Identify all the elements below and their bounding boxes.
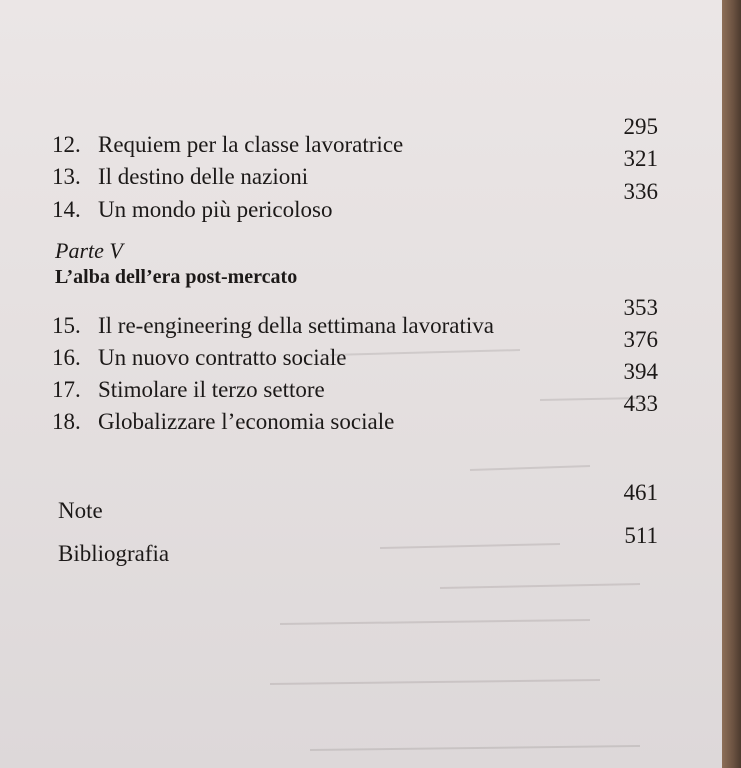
chapter-number: 12. (52, 132, 81, 157)
toc-entry-17[interactable] (52, 359, 658, 405)
toc-entry-label (52, 164, 308, 190)
toc-entry-label (52, 313, 494, 339)
chapter-number: 16. (52, 345, 81, 370)
toc-entry-18[interactable] (52, 391, 658, 437)
toc-entry-label (52, 377, 325, 403)
chapter-title: Un nuovo contratto sociale (98, 345, 347, 370)
page-number: 336 (623, 179, 658, 204)
part-label: Parte V (55, 238, 123, 263)
chapter-title: Il destino delle nazioni (98, 164, 309, 189)
chapter-title: Il re-engineering della settimana lavorativa (98, 313, 494, 338)
chapter-title: Stimolare il terzo settore (98, 377, 325, 402)
page-number: 394 (623, 359, 658, 384)
page-number: 511 (624, 523, 658, 548)
toc-entry-16[interactable] (52, 327, 658, 373)
toc-entry-label (52, 345, 346, 371)
page-number: 295 (623, 114, 658, 139)
part-title: L’alba dell’era post-mercato (55, 266, 298, 288)
toc-entry-13[interactable] (52, 146, 658, 192)
chapter-number: 18. (52, 409, 81, 434)
toc-entry-14[interactable] (52, 179, 658, 225)
toc-entry-label (52, 409, 394, 435)
book-page-edge (722, 0, 741, 768)
page-number: 321 (623, 146, 658, 171)
toc-entry-label (52, 197, 332, 223)
page-number: 433 (623, 391, 658, 416)
chapter-number: 17. (52, 377, 81, 402)
chapter-title: Requiem per la classe lavoratrice (98, 132, 404, 157)
toc-entry-12[interactable] (52, 114, 658, 160)
back-matter-title: Note (58, 498, 103, 523)
toc-entry-bibliografia[interactable] (52, 523, 658, 569)
back-matter-title: Bibliografia (58, 541, 170, 566)
chapter-title: Un mondo più pericoloso (98, 197, 333, 222)
toc-entry-15[interactable] (52, 295, 658, 341)
page-number: 461 (623, 480, 658, 505)
chapter-number: 13. (52, 164, 81, 189)
toc-entry-label (52, 132, 403, 158)
page-number: 376 (623, 327, 658, 352)
toc-entry-note[interactable] (52, 480, 658, 526)
chapter-title: Globalizzare l’economia sociale (98, 409, 395, 434)
chapter-number: 14. (52, 197, 81, 222)
chapter-number: 15. (52, 313, 81, 338)
page-number: 353 (623, 295, 658, 320)
